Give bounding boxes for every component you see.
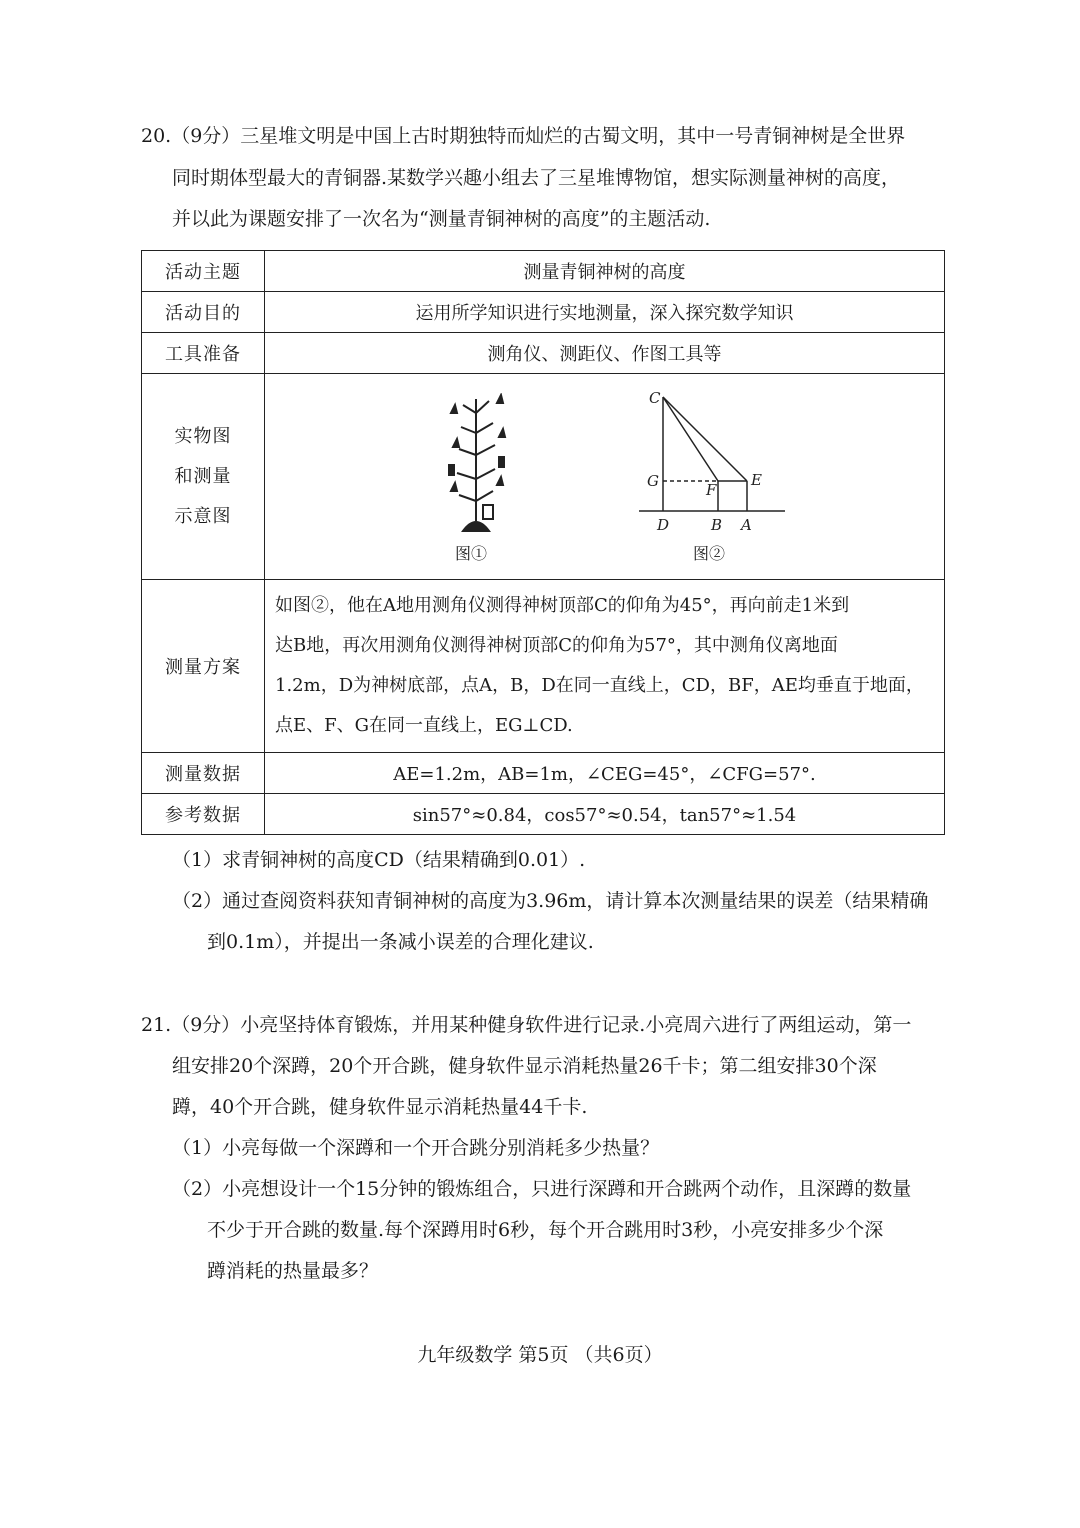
activity-table: [141, 250, 945, 835]
table-row: [142, 753, 945, 794]
point-C-label: C: [649, 388, 661, 407]
q21-sub1: （1）小亮每做一个深蹲和一个开合跳分别消耗多少热量？: [172, 1137, 660, 1159]
plan-line: 点E、F、G在同一直线上，EG⊥CD.: [275, 715, 573, 736]
point-F-label: F: [706, 480, 717, 499]
point-G-label: G: [647, 471, 659, 490]
q20-line-2: 同时期体型最大的青铜器.某数学兴趣小组去了三星堆博物馆，想实际测量神树的高度，: [172, 167, 901, 189]
row-label-data: 测量数据: [142, 753, 265, 794]
row-value-data: AE=1.2m，AB=1m，∠CEG=45°，∠CFG=57°.: [265, 753, 945, 794]
table-row: [142, 333, 945, 374]
q21-line-2: 组安排20个深蹲，20个开合跳，健身软件显示消耗热量26千卡；第二组安排30个深: [172, 1055, 877, 1077]
figures-label-line: 示意图: [174, 505, 232, 527]
measurement-diagram: [637, 387, 787, 537]
row-label-plan: 测量方案: [142, 580, 265, 753]
figures-label-line: 实物图: [174, 425, 232, 447]
row-value-purpose: 运用所学知识进行实地测量，深入探究数学知识: [265, 292, 945, 333]
table-row: [142, 251, 945, 292]
table-row: [142, 292, 945, 333]
point-B-label: B: [711, 515, 723, 534]
page-footer: 九年级数学 第5页 （共6页）: [417, 1344, 663, 1366]
row-value-reference: sin57°≈0.84，cos57°≈0.54，tan57°≈1.54: [265, 794, 945, 835]
row-label-tools: 工具准备: [142, 333, 265, 374]
table-row: [142, 374, 945, 580]
q21-sub2-line2: 不少于开合跳的数量.每个深蹲用时6秒，每个开合跳用时3秒，小亮安排多少个深: [207, 1219, 884, 1241]
figure-1-caption: 图①: [455, 543, 488, 563]
row-value-plan: [265, 580, 945, 753]
q20-sub2-line2: 到0.1m），并提出一条减小误差的合理化建议.: [207, 931, 594, 953]
q20-line-3: 并以此为课题安排了一次名为“测量青铜神树的高度”的主题活动.: [172, 208, 711, 230]
plan-line: 1.2m，D为神树底部，点A，B，D在同一直线上，CD，BF，AE均垂直于地面，: [275, 675, 924, 696]
figures-label-line: 和测量: [174, 465, 232, 487]
q20-sub2-line1: （2）通过查阅资料获知青铜神树的高度为3.96m，请计算本次测量结果的误差（结果精确: [172, 890, 929, 912]
row-label-figures: [142, 374, 265, 580]
row-label-purpose: 活动目的: [142, 292, 265, 333]
bronze-tree-image: [441, 393, 511, 533]
row-value-tools: 测角仪、测距仪、作图工具等: [265, 333, 945, 374]
figures-cell: [265, 374, 945, 580]
q21-sub2-line3: 蹲消耗的热量最多？: [207, 1260, 379, 1282]
point-D-label: D: [657, 515, 670, 534]
table-row: [142, 794, 945, 835]
table-row: [142, 580, 945, 753]
q21-sub2-line1: （2）小亮想设计一个15分钟的锻炼组合，只进行深蹲和开合跳两个动作，且深蹲的数量: [172, 1178, 912, 1200]
plan-line: 如图②，他在A地用测角仪测得神树顶部C的仰角为45°，再向前走1米到: [275, 595, 850, 616]
row-label-theme: 活动主题: [142, 251, 265, 292]
plan-line: 达B地，再次用测角仪测得神树顶部C的仰角为57°，其中测角仪离地面: [275, 635, 838, 656]
row-label-reference: 参考数据: [142, 794, 265, 835]
q20-line-1: 20.（9分）三星堆文明是中国上古时期独特而灿烂的古蜀文明，其中一号青铜神树是全世界: [141, 125, 906, 147]
point-E-label: E: [751, 470, 762, 489]
q20-sub1: （1）求青铜神树的高度CD（结果精确到0.01）.: [172, 849, 586, 871]
figure-2-caption: 图②: [693, 543, 726, 563]
q21-line-3: 蹲，40个开合跳，健身软件显示消耗热量44千卡.: [172, 1096, 588, 1118]
row-value-theme: 测量青铜神树的高度: [265, 251, 945, 292]
point-A-label: A: [741, 515, 752, 534]
q21-line-1: 21.（9分）小亮坚持体育锻炼，并用某种健身软件进行记录.小亮周六进行了两组运动，第一: [141, 1014, 912, 1036]
